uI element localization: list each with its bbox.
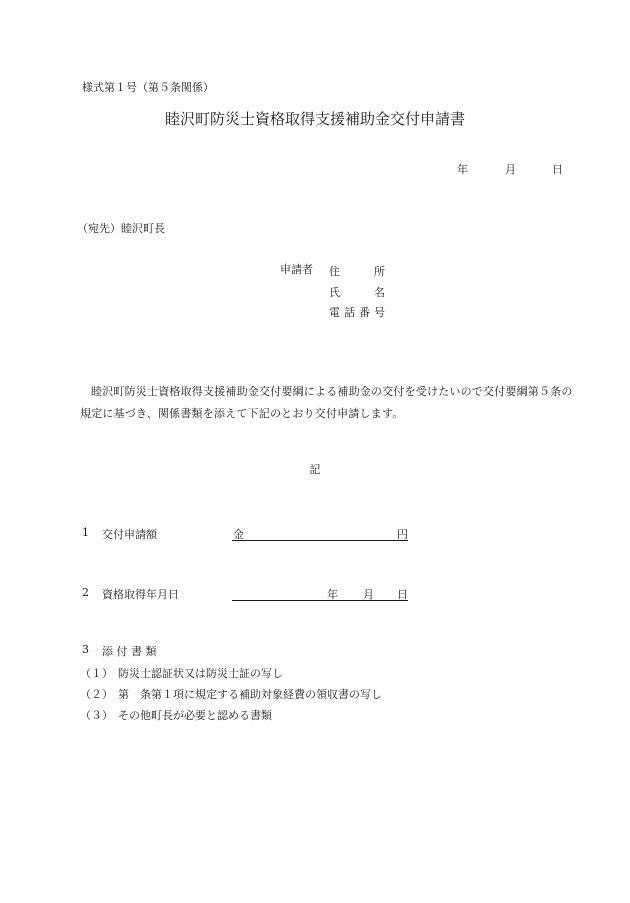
item-3-number: 3 xyxy=(82,643,89,656)
phone-char: 電 xyxy=(329,306,340,319)
attachment-text: その他町長が必要と認める書類 xyxy=(118,709,272,722)
document-title: 睦沢町防災士資格取得支援補助金交付申請書 xyxy=(164,110,465,128)
item-3-label: 添 付 書 類 xyxy=(102,645,157,658)
note-mark: 記 xyxy=(309,463,321,476)
amount-suffix: 円 xyxy=(397,528,408,541)
date-year-label: 年 xyxy=(457,163,468,176)
address-char: 所 xyxy=(374,265,385,278)
address-field-label xyxy=(329,263,385,279)
attachment-item xyxy=(80,665,283,681)
form-number: 様式第１号（第５条関係） xyxy=(82,81,214,94)
attachment-text: 第 条第１項に規定する補助対象経費の領収書の写し xyxy=(118,688,382,701)
phone-char: 番 xyxy=(359,306,370,319)
date-month-label: 月 xyxy=(505,163,516,176)
attachment-item xyxy=(80,707,272,723)
phone-char: 話 xyxy=(344,306,355,319)
qualification-year-label: 年 xyxy=(327,588,338,601)
name-char: 名 xyxy=(374,286,385,299)
address-char: 住 xyxy=(329,265,340,278)
qualification-month-label: 月 xyxy=(363,588,374,601)
item-2-number: 2 xyxy=(82,586,89,599)
phone-field-label xyxy=(329,304,385,320)
qualification-date-input-line[interactable] xyxy=(232,586,408,601)
applicant-label: 申請者 xyxy=(280,263,313,276)
attachment-mark: （３） xyxy=(80,709,113,722)
item-1-label: 交付申請額 xyxy=(102,528,157,541)
amount-input-line[interactable] xyxy=(232,526,408,541)
name-field-label xyxy=(329,284,385,300)
addressee: （宛先）睦沢町長 xyxy=(77,222,165,235)
attachment-mark: （１） xyxy=(80,667,113,680)
item-2-label: 資格取得年月日 xyxy=(102,588,179,601)
application-body-text: 睦沢町防災士資格取得支援補助金交付要綱による補助金の交付を受けたいので交付要綱第５条の規定に基づき、関係書類を添えて下記のとおり交付申請します。 xyxy=(80,385,573,420)
item-1-number: 1 xyxy=(82,526,89,539)
attachment-item xyxy=(80,686,382,702)
date-day-label: 日 xyxy=(552,163,563,176)
amount-prefix: 金 xyxy=(233,528,244,541)
attachment-mark: （２） xyxy=(80,688,113,701)
qualification-day-label: 日 xyxy=(397,588,408,601)
name-char: 氏 xyxy=(329,286,340,299)
phone-char: 号 xyxy=(374,306,385,319)
attachment-text: 防災士認証状又は防災士証の写し xyxy=(118,667,283,680)
